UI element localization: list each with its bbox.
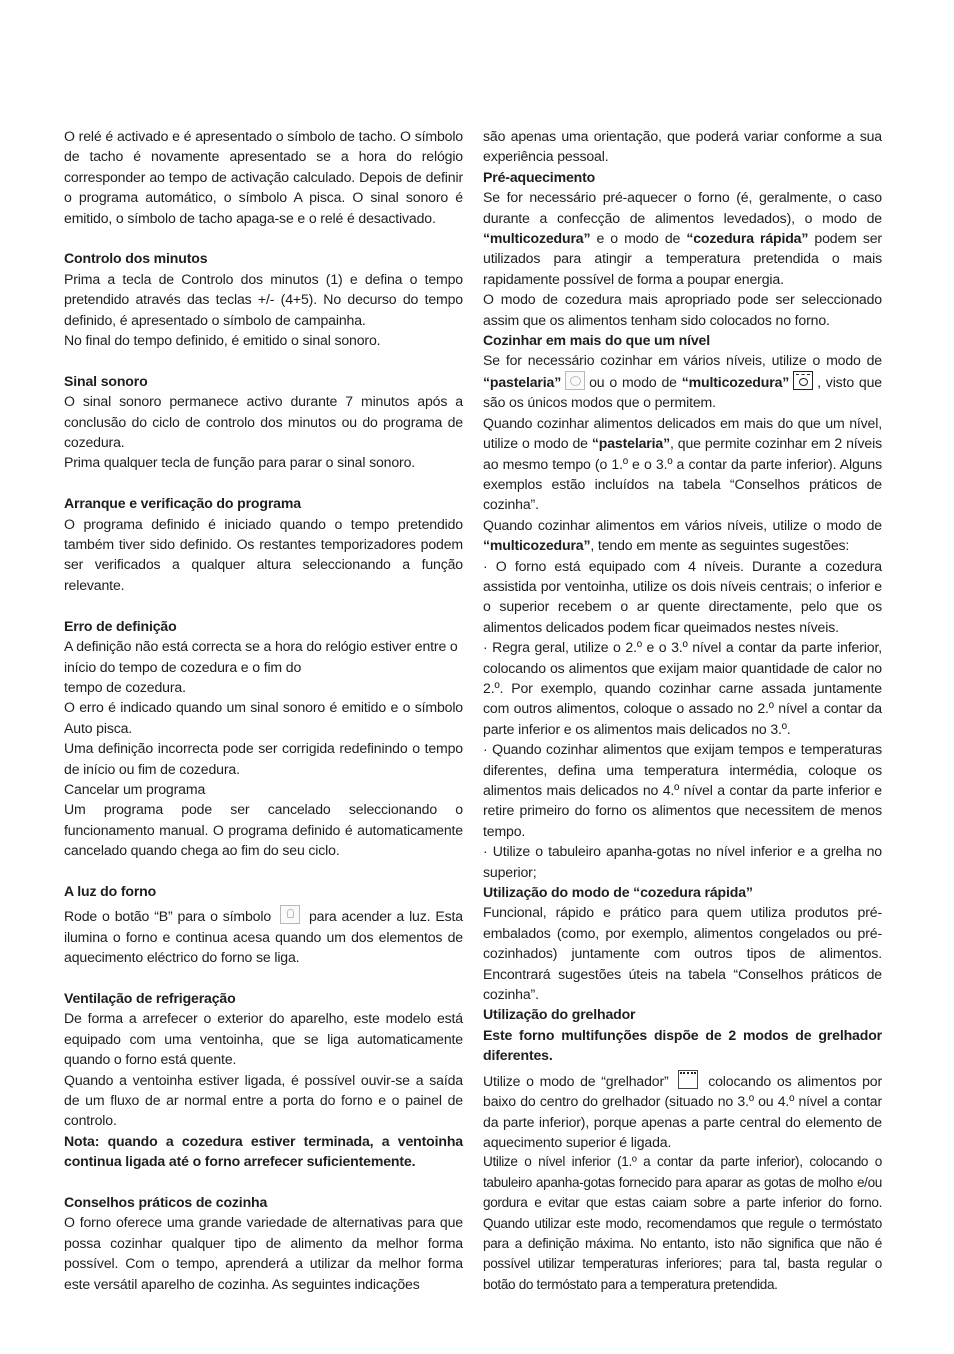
multi-text-2	[483, 413, 882, 515]
start-text: O programa definido é iniciado quando o tempo pretendido também tiver sido definido. Os restantes temporizadores podem ser verificados a qualquer altura seleccionando a função relevante.	[64, 515, 463, 593]
grill-bold-text	[483, 1025, 882, 1066]
minutes-heading: Controlo dos minutos	[64, 250, 208, 267]
error-heading: Erro de definição	[64, 617, 177, 634]
grill-mode-icon	[678, 1070, 698, 1089]
error-text-3: Uma definição incorrecta pode ser corrigida redefinindo o tempo de início ou fim de cozedura.	[64, 740, 463, 777]
cancel-program-label: Cancelar um programa	[64, 780, 206, 797]
intro-paragraph: O relé é activado e é apresentado o símbolo de tacho. O símbolo de tacho é novamente apresentado se a hora do relógio corresponder ao tempo de activação calculado. Depois de definir o programa automático, o símbolo A pisca. O sinal sonoro é emitido, o símbolo de tacho apaga-se e o relé é desactivado.	[64, 128, 463, 226]
spacer	[64, 595, 463, 615]
fast-text: Funcional, rápido e prático para quem utiliza produtos pré-embalados (como, por exemplo, alimentos congelados ou pré-cozinhados) juntamente com outros tipos de alimentos. Encontrará sugestões úteis na tabela “Conselhos práticos de cozinha”.	[483, 904, 882, 1003]
left-column	[64, 126, 463, 1294]
preheat-text-2: O modo de cozedura mais apropriado pode ser seleccionado assim que os alimentos tenham sido colocados no forno.	[483, 291, 882, 328]
pastry-mode-label: “pastelaria”	[591, 435, 670, 452]
multi-text-c: , visto que são os únicos modos que o permitem.	[483, 373, 882, 411]
light-text	[64, 905, 463, 967]
grill-text-a: Utilize o modo de “grelhador”	[483, 1072, 669, 1089]
list-item: · O forno está equipado com 4 níveis. Durante a cozedura assistida por ventoinha, utilize os dois níveis centrais; o inferior e o superior recebem o ar quente directamente, pelo que os alimentos delicados podem ficar queimados nestes níveis.	[483, 557, 882, 635]
spacer	[64, 228, 463, 248]
multi-text-1	[483, 350, 882, 412]
error-text-1: A definição não está correcta se a hora do relógio estiver entre o início do tempo de cozedura e o fim do	[64, 638, 458, 675]
vent-note-bold: Nota: quando a cozedura estiver terminada, a ventoinha continua ligada até o forno arrefecer suficientemente.	[64, 1132, 463, 1170]
grill-text-1	[483, 1070, 882, 1153]
minutes-text: Prima a tecla de Controlo dos minutos (1) e defina o tempo pretendido através das teclas +/- (4+5). No decurso do tempo definido, é apresentado o símbolo de campainha.	[64, 270, 463, 328]
multi-text-a: Se for necessário cozinhar em vários níveis, utilize o modo de	[483, 352, 882, 369]
multicooking-mode-label: “multicozedura”	[681, 373, 790, 390]
light-text-b: para acender a luz. Esta ilumina o forno e continua acesa quando um dos elementos de aquecimento eléctrico do forno se liga.	[64, 908, 463, 966]
spacer	[64, 350, 463, 370]
minutes-end-text: No final do tempo definido, é emitido o sinal sonoro.	[64, 332, 381, 349]
vent-heading: Ventilação de refrigeração	[64, 989, 236, 1006]
pastry-mode-icon	[565, 371, 585, 390]
spacer	[64, 861, 463, 881]
vent-note	[64, 1131, 463, 1172]
preheat-text-a: Se for necessário pré-aquecer o forno (é, geralmente, o caso durante a confecção de alimentos levedados), o modo de	[483, 189, 882, 226]
preheat-heading: Pré-aquecimento	[483, 168, 596, 185]
list-item: · Utilize o tabuleiro apanha-gotas no nível inferior e a grelha no superior;	[483, 843, 882, 880]
beep-stop-text: Prima qualquer tecla de função para parar o sinal sonoro.	[64, 454, 416, 471]
vent-text-2: Quando a ventoinha estiver ligada, é possível ouvir-se a saída de um fluxo de ar normal entre a porta do forno e o painel de controlo.	[64, 1071, 463, 1129]
start-heading: Arranque e verificação do programa	[64, 495, 301, 512]
list-item: · Quando cozinhar alimentos que exijam tempos e temperaturas diferentes, defina uma temperatura intermédia, coloque os alimentos mais delicados no 4.º nível a contar da parte inferior e retire primeiro do forno os alimentos que necessitem de menos tempo.	[483, 741, 882, 839]
tips-heading: Conselhos práticos de cozinha	[64, 1194, 268, 1211]
beep-text: O sinal sonoro permanece activo durante 7 minutos após a conclusão do ciclo de controlo dos minutos ou do programa de cozedura.	[64, 393, 463, 451]
error-text-2: O erro é indicado quando um sinal sonoro é emitido e o símbolo Auto pisca.	[64, 699, 463, 736]
grill-heading: Utilização do grelhador	[483, 1006, 636, 1023]
preheat-text-b: e o modo de	[596, 230, 681, 247]
grill-text-2: Utilize o nível inferior (1.º a contar da parte inferior), colocando o tabuleiro apanha-gotas fornecido para aparar as gotas de molho e/ou gordura e evitar que estas caiam sobre a parte inferior do forno. Quando utilizar este modo, recomendamos que regule o termóstato para a definição máxima. No entanto, isto não significa que não é possível utilizar temperaturas inferiores; para tal, basta regular o botão do termóstato para a temperatura pretendida.	[483, 1154, 882, 1292]
fast-cooking-mode-label: “cozedura rápida”	[686, 230, 809, 247]
multi-text-e: , que permite cozinhar em 2 níveis ao mesmo tempo (o 1.º e o 3.º a contar da parte inferior). Alguns exemplos estão incluídos na tabela “Conselhos práticos de cozinha”.	[483, 435, 882, 513]
multi-heading: Cozinhar em mais do que um nível	[483, 332, 711, 349]
pastry-mode-label: “pastelaria”	[483, 373, 562, 390]
multi-text-f: Quando cozinhar alimentos em vários níveis, utilize o modo de	[483, 516, 882, 533]
multicooking-mode-label: “multicozedura”	[483, 537, 591, 554]
multi-text-g: , tendo em mente as seguintes sugestões:	[590, 537, 850, 554]
right-column	[483, 126, 882, 1295]
cancel-program-text: Um programa pode ser cancelado seleccionando o funcionamento manual. O programa definido é automaticamente cancelado quando chega ao fim do seu ciclo.	[64, 801, 463, 859]
spacer	[64, 473, 463, 493]
preheat-text	[483, 187, 882, 289]
multicooking-mode-icon	[793, 371, 813, 390]
spacer	[64, 968, 463, 988]
tips-text: O forno oferece uma grande variedade de alternativas para que possa cozinhar qualquer tipo de alimento da melhor forma possível. Com o tempo, aprenderá a utilizar da melhor forma este versátil aparelho de cozinha. As seguintes indicações	[64, 1214, 463, 1292]
spacer	[64, 1172, 463, 1192]
light-heading: A luz do forno	[64, 882, 157, 899]
multi-text-d: Quando cozinhar alimentos delicados em mais do que um nível, utilize o modo de	[483, 414, 882, 452]
vent-text-1: De forma a arrefecer o exterior do aparelho, este modelo está equipado com uma ventoinha, que se liga automaticamente quando o forno está quente.	[64, 1010, 463, 1068]
multi-text-b: ou o modo de	[589, 373, 677, 390]
oven-light-icon	[280, 905, 300, 924]
beep-heading: Sinal sonoro	[64, 372, 148, 389]
multi-text-3	[483, 515, 882, 556]
preheat-text-c: podem ser utilizados para atingir a temperatura pretendida o mais rapidamente possível de forma a poupar energia.	[483, 230, 882, 287]
grill-bold: Este forno multifunções dispõe de 2 modos de grelhador diferentes.	[483, 1026, 882, 1064]
fast-heading: Utilização do modo de “cozedura rápida”	[483, 884, 753, 901]
grill-text-b: colocando os alimentos por baixo do centro do grelhador (situado no 3.º ou 4.º nível a contar da parte inferior), porque apenas a parte central do elemento de aquecimento superior é ligada.	[483, 1072, 882, 1150]
light-text-a: Rode o botão “B” para o símbolo	[64, 908, 272, 925]
error-text-1b: tempo de cozedura.	[64, 678, 186, 695]
multicooking-mode-label: “multicozedura”	[483, 230, 591, 247]
list-item: · Regra geral, utilize o 2.º e o 3.º nível a contar da parte inferior, colocando os alimentos que exijam maior quantidade de calor no 2.º. Por exemplo, quando cozinhar carne assada juntamente com outros alimentos, coloque o assado no 2.º nível a contar da parte inferior e os alimentos mais delicados no 3.º.	[483, 639, 882, 737]
tips-continuation: são apenas uma orientação, que poderá variar conforme a sua experiência pessoal.	[483, 128, 882, 165]
